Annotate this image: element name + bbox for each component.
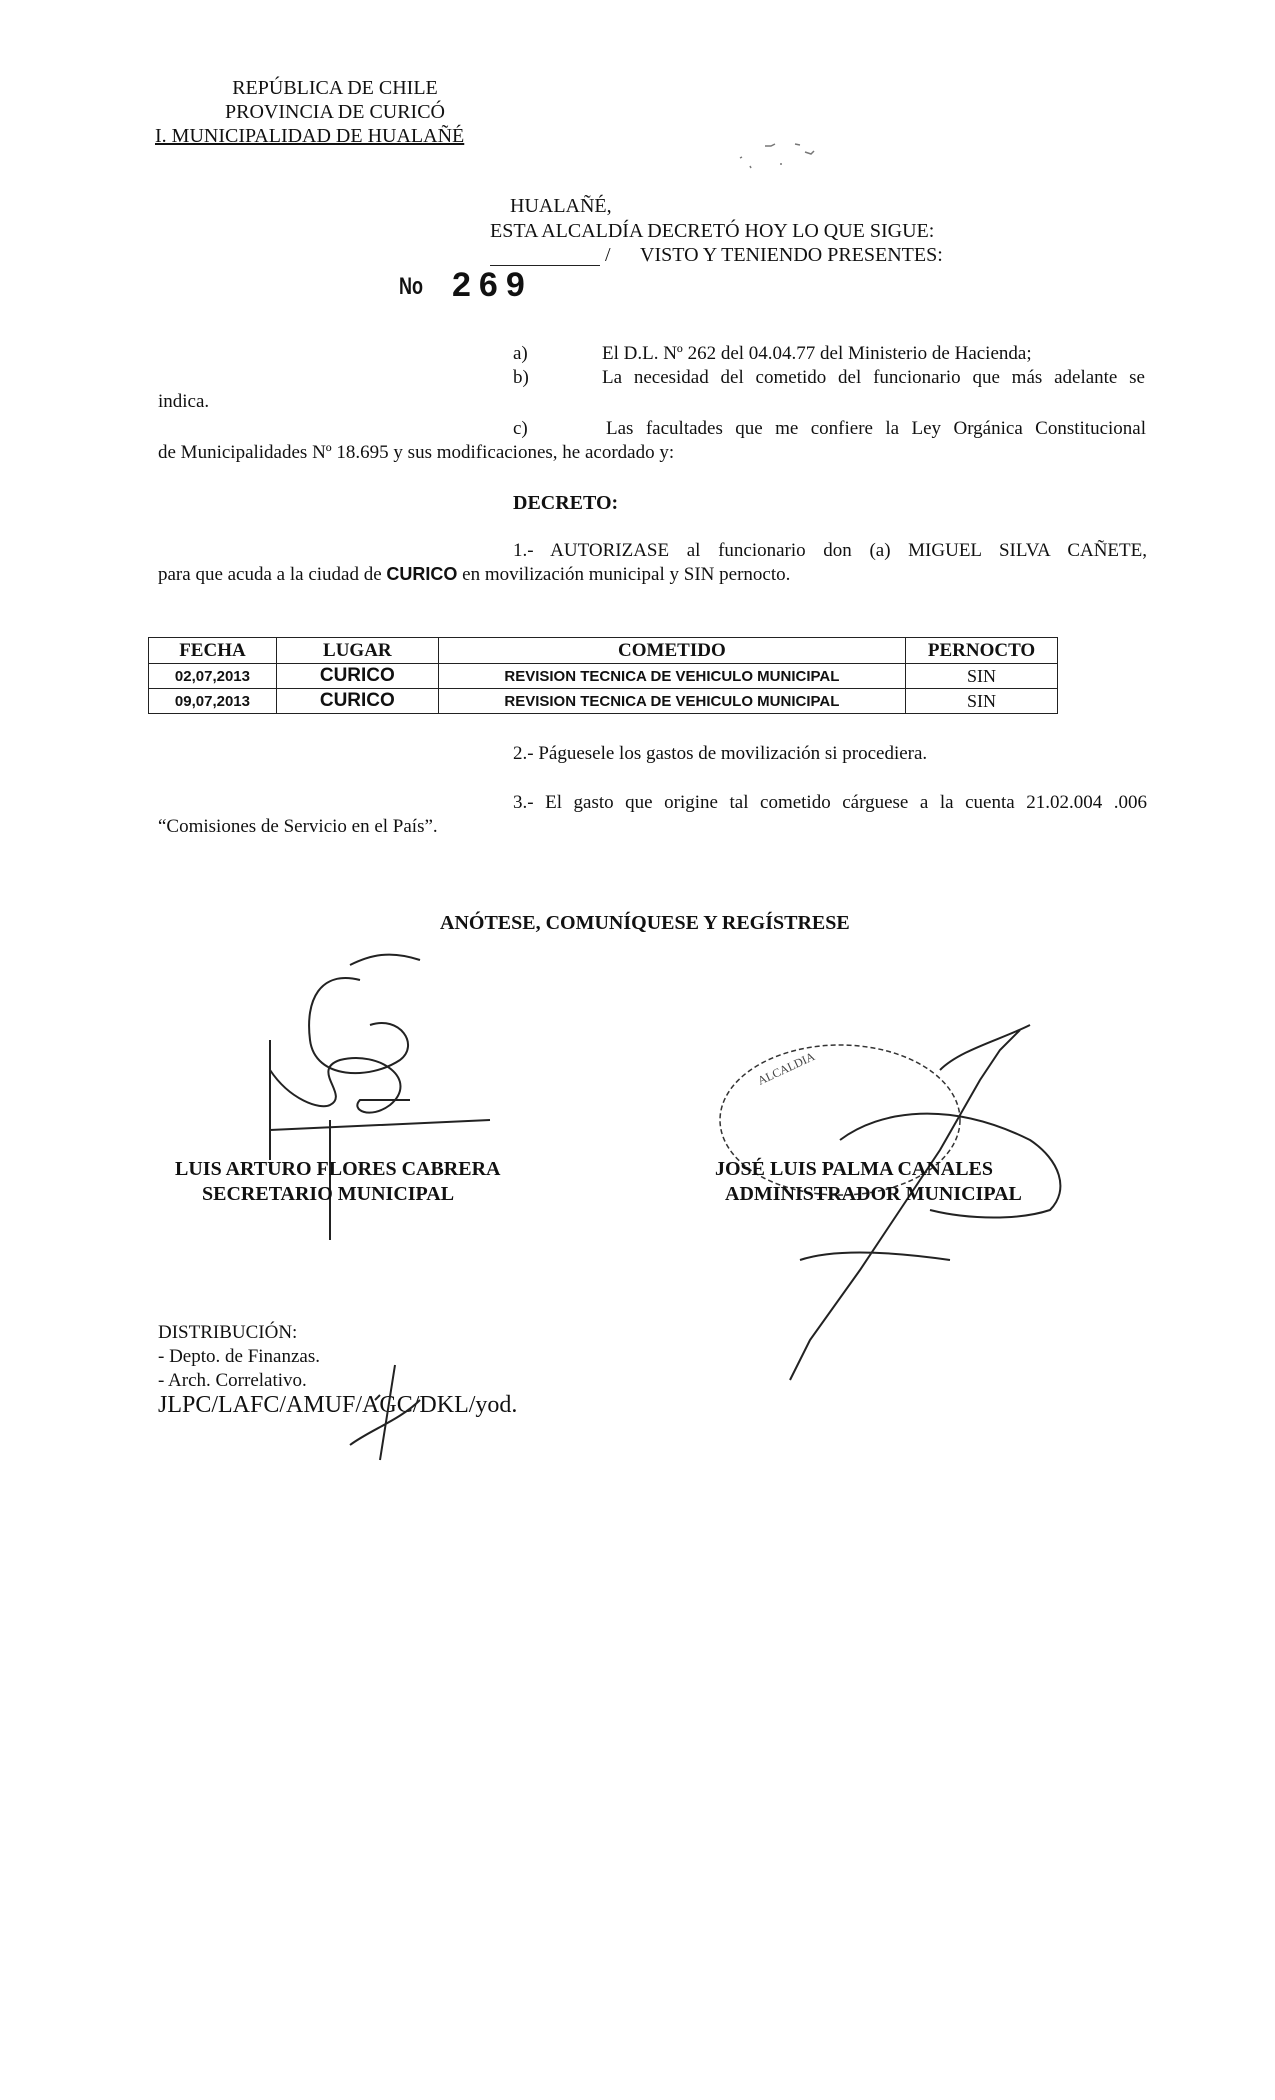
right-signature — [700, 1010, 1080, 1410]
cell-pernocto: SIN — [906, 664, 1058, 689]
distribution-item-finanzas: - Depto. de Finanzas. — [158, 1346, 320, 1367]
cell-cometido: REVISION TECNICA DE VEHICULO MUNICIPAL — [438, 664, 905, 689]
closing-line: ANÓTESE, COMUNÍQUESE Y REGÍSTRESE — [440, 912, 850, 934]
initials-signature — [340, 1360, 430, 1470]
table-row — [149, 664, 1058, 689]
cell-pernocto: SIN — [906, 689, 1058, 714]
header-province: PROVINCIA DE CURICÓ — [224, 101, 446, 123]
item-b-label: b) — [513, 367, 529, 388]
slash-mark: / — [605, 244, 611, 266]
decreto-item2: 2.- Páguesele los gastos de movilización si procediera. — [513, 743, 928, 764]
item-a-text: El D.L. Nº 262 del 04.04.77 del Ministerio de Hacienda; — [602, 343, 1032, 364]
stamp-text: ALCALDIA — [755, 1049, 817, 1088]
col-lugar: LUGAR — [276, 638, 438, 664]
distribution-title: DISTRIBUCIÓN: — [158, 1322, 298, 1343]
decreto-item3-line2: “Comisiones de Servicio en el País”. — [158, 816, 438, 837]
decreto-item1-pre: para que acuda a la ciudad de — [158, 564, 382, 585]
decreto-item1-line1: 1.- AUTORIZASE al funcionario don (a) MIGUEL SILVA CAÑETE, — [513, 540, 1147, 561]
header-municipality: I. MUNICIPALIDAD DE HUALAÑÉ — [155, 125, 465, 147]
left-signer-title: SECRETARIO MUNICIPAL — [202, 1183, 455, 1205]
decreto-item1-post: en movilización municipal y SIN pernocto. — [462, 564, 791, 585]
distribution-initials: JLPC/LAFC/AMUF/AGC/DKL/yod. — [158, 1392, 518, 1418]
col-cometido: COMETIDO — [438, 638, 905, 664]
col-pernocto: PERNOCTO — [906, 638, 1058, 664]
decreto-item3-line1: 3.- El gasto que origine tal cometido cárguese a la cuenta 21.02.004 .006 — [513, 792, 1147, 813]
item-b-continuation: indica. — [158, 391, 210, 412]
col-fecha: FECHA — [149, 638, 277, 664]
item-c-label: c) — [513, 418, 528, 439]
left-signer-name: LUIS ARTURO FLORES CABRERA — [175, 1158, 501, 1180]
right-signer-title: ADMINISTRADOR MUNICIPAL — [725, 1183, 1022, 1205]
cell-fecha: 09,07,2013 — [149, 689, 277, 714]
item-b-text: La necesidad del cometido del funcionario que más adelante se — [602, 367, 1145, 388]
left-signature — [250, 940, 500, 1260]
header-republic: REPÚBLICA DE CHILE — [232, 77, 438, 99]
right-signer-name: JOSÉ LUIS PALMA CANALES — [715, 1158, 994, 1180]
decreto-item1-line2 — [158, 564, 790, 586]
cell-fecha: 02,07,2013 — [149, 664, 277, 689]
decreto-title: DECRETO: — [513, 492, 619, 514]
decree-number-prefix: No — [399, 273, 423, 300]
cell-cometido: REVISION TECNICA DE VEHICULO MUNICIPAL — [438, 689, 905, 714]
item-c-text: Las facultades que me confiere la Ley Orgánica Constitucional — [606, 418, 1146, 439]
table-row — [149, 689, 1058, 714]
scan-marks — [735, 138, 835, 178]
distribution-item-archivo: - Arch. Correlativo. — [158, 1370, 307, 1391]
decree-line: ESTA ALCALDÍA DECRETÓ HOY LO QUE SIGUE: — [490, 220, 935, 242]
city-name: HUALAÑÉ, — [510, 195, 612, 217]
cell-lugar: CURICO — [276, 664, 438, 689]
cell-lugar: CURICO — [276, 689, 438, 714]
decreto-item1-city: CURICO — [386, 564, 458, 584]
schedule-table — [148, 637, 1058, 714]
item-a-label: a) — [513, 343, 528, 364]
visto-line: VISTO Y TENIENDO PRESENTES: — [640, 244, 943, 266]
item-c-continuation: de Municipalidades Nº 18.695 y sus modificaciones, he acordado y: — [158, 442, 675, 463]
table-header-row — [149, 638, 1058, 664]
decree-number: 269 — [452, 266, 533, 304]
